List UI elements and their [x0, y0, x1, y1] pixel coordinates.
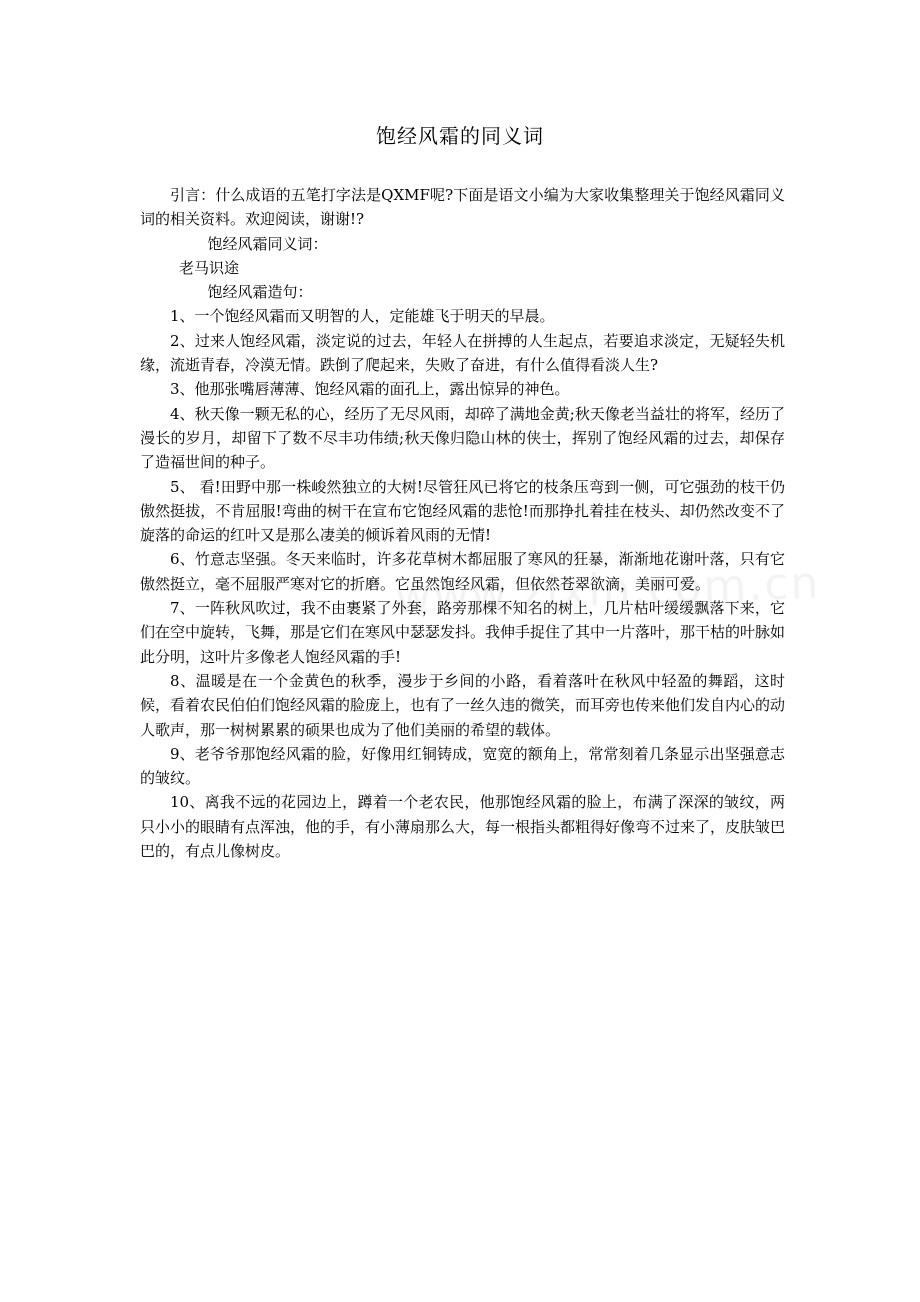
example-sentence-10: 10、离我不远的花园边上，蹲着一个老农民，他那饱经风霜的脸上，布满了深深的皱纹，两只小小的眼睛有点浑浊，他的手，有小薄扇那么大，每一根指头都粗得好像弯不过来了，皮肤皱巴巴的，有点儿像树皮。: [140, 793, 786, 861]
intro-paragraph: 引言：什么成语的五笔打字法是QXMF呢?下面是语文小编为大家收集整理关于饱经风霜同义词的相关资料。欢迎阅读，谢谢!?: [140, 186, 785, 229]
example-sentence-7: 7、一阵秋风吹过，我不由裹紧了外套，路旁那棵不知名的树上，几片枯叶缓缓飘落下来，它们在空中旋转，飞舞，那是它们在寒风中瑟瑟发抖。我伸手捉住了其中一片落叶，那干枯的叶脉如此分明，这叶片多像老人饱经风霜的手!: [140, 599, 786, 666]
document-body: [140, 183, 785, 863]
example-sentence-6: 6、竹意志坚强。冬天来临时，许多花草树木都屈服了寒风的狂暴，渐渐地花谢叶落，只有它傲然挺立，毫不屈服严寒对它的折磨。它虽然饱经风霜，但依然苍翠欲滴，美丽可爱。: [140, 550, 785, 593]
example-sentence-1: 1、一个饱经风霜而又明智的人，定能雄飞于明天的早晨。: [170, 307, 555, 326]
example-sentence-9: 9、老爷爷那饱经风霜的脸，好像用红铜铸成，宽宽的额角上，常常刻着几条显示出坚强意志的皱纹。: [140, 744, 785, 788]
synonym-heading: 饱经风霜同义词：: [207, 234, 328, 253]
example-sentence-3: 3、他那张嘴唇薄薄、饱经风霜的面孔上，露出惊异的神色。: [170, 380, 570, 399]
document-title: 饱经风霜的同义词: [376, 124, 544, 148]
example-sentence-5: 5、 看!田野中那一株峻然独立的大树!尽管狂风已将它的枝条压弯到一侧，可它强劲的枝干仍傲然挺拔，不肯屈服!弯曲的树干在宣布它饱经风霜的悲怆!而那挣扎着挂在枝头、却仍然改变不了旋落的命运的红叶又是那么凄美的倾诉着风雨的无情!: [140, 477, 785, 545]
example-sentence-8: 8、温暖是在一个金黄色的秋季，漫步于乡间的小路，看着落叶在秋风中轻盈的舞蹈，这时候，看着农民伯伯们饱经风霜的脸庞上，也有了一丝久违的微笑，而耳旁也传来他们发自内心的动人歌声，那一树树累累的硕果也成为了他们美丽的希望的载体。: [140, 671, 786, 739]
example-sentence-4: 4、秋天像一颗无私的心，经历了无尽风雨，却碎了满地金黄;秋天像老当益壮的将军，经历了漫长的岁月，却留下了数不尽丰功伟绩;秋天像归隐山林的侠士，挥别了饱经风霜的过去，却保存了造福世间的种子。: [140, 404, 785, 472]
synonym-item: 老马识途: [179, 258, 240, 277]
example-sentence-2: 2、过来人饱经风霜，淡定说的过去，年轻人在拼搏的人生起点，若要追求淡定，无疑轻失机缘，流逝青春，冷漠无情。跌倒了爬起来，失败了奋进，有什么值得看淡人生?: [140, 331, 785, 375]
examples-heading: 饱经风霜造句：: [207, 283, 313, 302]
